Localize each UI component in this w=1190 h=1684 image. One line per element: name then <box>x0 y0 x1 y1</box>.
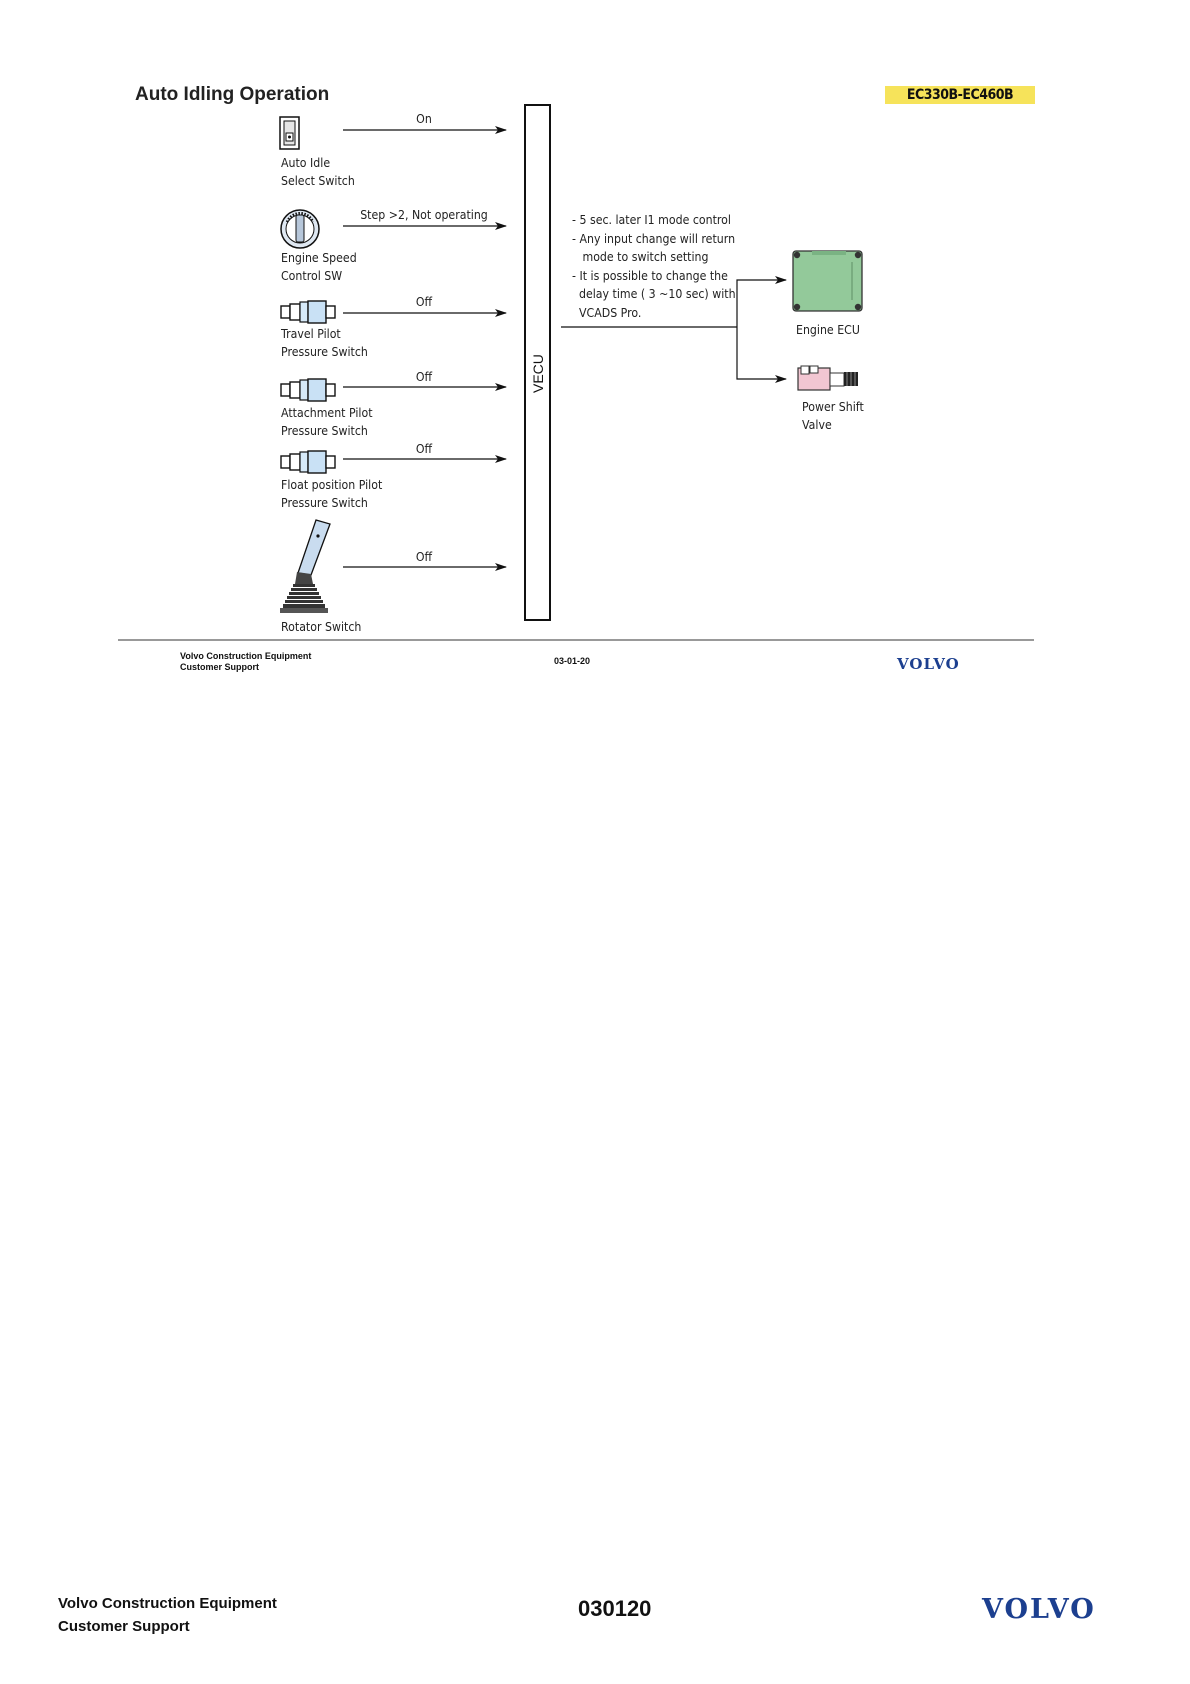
input-label-engine-speed: Engine Speed Control SW <box>281 250 357 283</box>
page-number-code: 030120 <box>578 1596 652 1621</box>
pressure-switch-icon-float <box>281 451 335 473</box>
joystick-icon <box>280 520 330 613</box>
note-line: - It is possible to change the <box>572 267 728 283</box>
input-label-float: Float position Pilot Pressure Switch <box>281 477 383 510</box>
output-arrow-valve <box>737 327 786 379</box>
vecu-label: VECU <box>530 354 546 393</box>
diagram-title: Auto Idling Operation <box>135 84 330 105</box>
note-line: delay time ( 3 ~10 sec) with <box>572 286 736 301</box>
slide-footer-company: Volvo Construction Equipment <box>180 651 312 661</box>
page-footer-department: Customer Support <box>58 1618 190 1635</box>
note-line: VCADS Pro. <box>572 304 642 320</box>
rocker-switch-icon <box>280 117 299 149</box>
signal-label-float: Off <box>415 441 433 456</box>
pressure-switch-icon-travel <box>281 301 335 323</box>
slide-footer-code: 03-01-20 <box>554 656 591 666</box>
input-label-rotator: Rotator Switch <box>281 619 362 634</box>
signal-label-travel: Off <box>415 294 433 309</box>
ecu-icon <box>793 251 862 311</box>
pressure-switch-icon-attachment <box>281 379 335 401</box>
page-footer-company: Volvo Construction Equipment <box>58 1595 277 1612</box>
note-line: mode to switch setting <box>572 249 709 264</box>
model-badge: EC330B-EC460B <box>885 86 1035 104</box>
slide-footer-department: Customer Support <box>180 662 260 672</box>
slide-volvo-logo: VOLVO <box>897 655 960 673</box>
output-label-engine-ecu: Engine ECU <box>796 322 860 337</box>
output-label-power-shift-valve: Power Shift Valve <box>802 399 864 432</box>
signal-label-auto-idle: On <box>416 111 432 126</box>
page-footer-company-block <box>58 1592 277 1638</box>
signal-label-rotator: Off <box>415 549 433 564</box>
page-volvo-logo: VOLVO <box>982 1594 1096 1625</box>
operation-notes <box>572 211 758 322</box>
input-label-attachment: Attachment Pilot Pressure Switch <box>281 405 373 438</box>
signal-label-attachment: Off <box>415 369 433 384</box>
note-line: - Any input change will return <box>572 230 736 246</box>
input-label-travel: Travel Pilot Pressure Switch <box>281 326 368 359</box>
rotary-dial-icon <box>281 210 319 248</box>
solenoid-valve-icon <box>798 366 858 390</box>
slide-footer-company-block <box>180 651 311 673</box>
signal-label-engine-speed: Step >2, Not operating <box>360 207 488 222</box>
note-line: - 5 sec. later I1 mode control <box>572 212 731 227</box>
input-label-auto-idle: Auto Idle Select Switch <box>281 155 355 188</box>
